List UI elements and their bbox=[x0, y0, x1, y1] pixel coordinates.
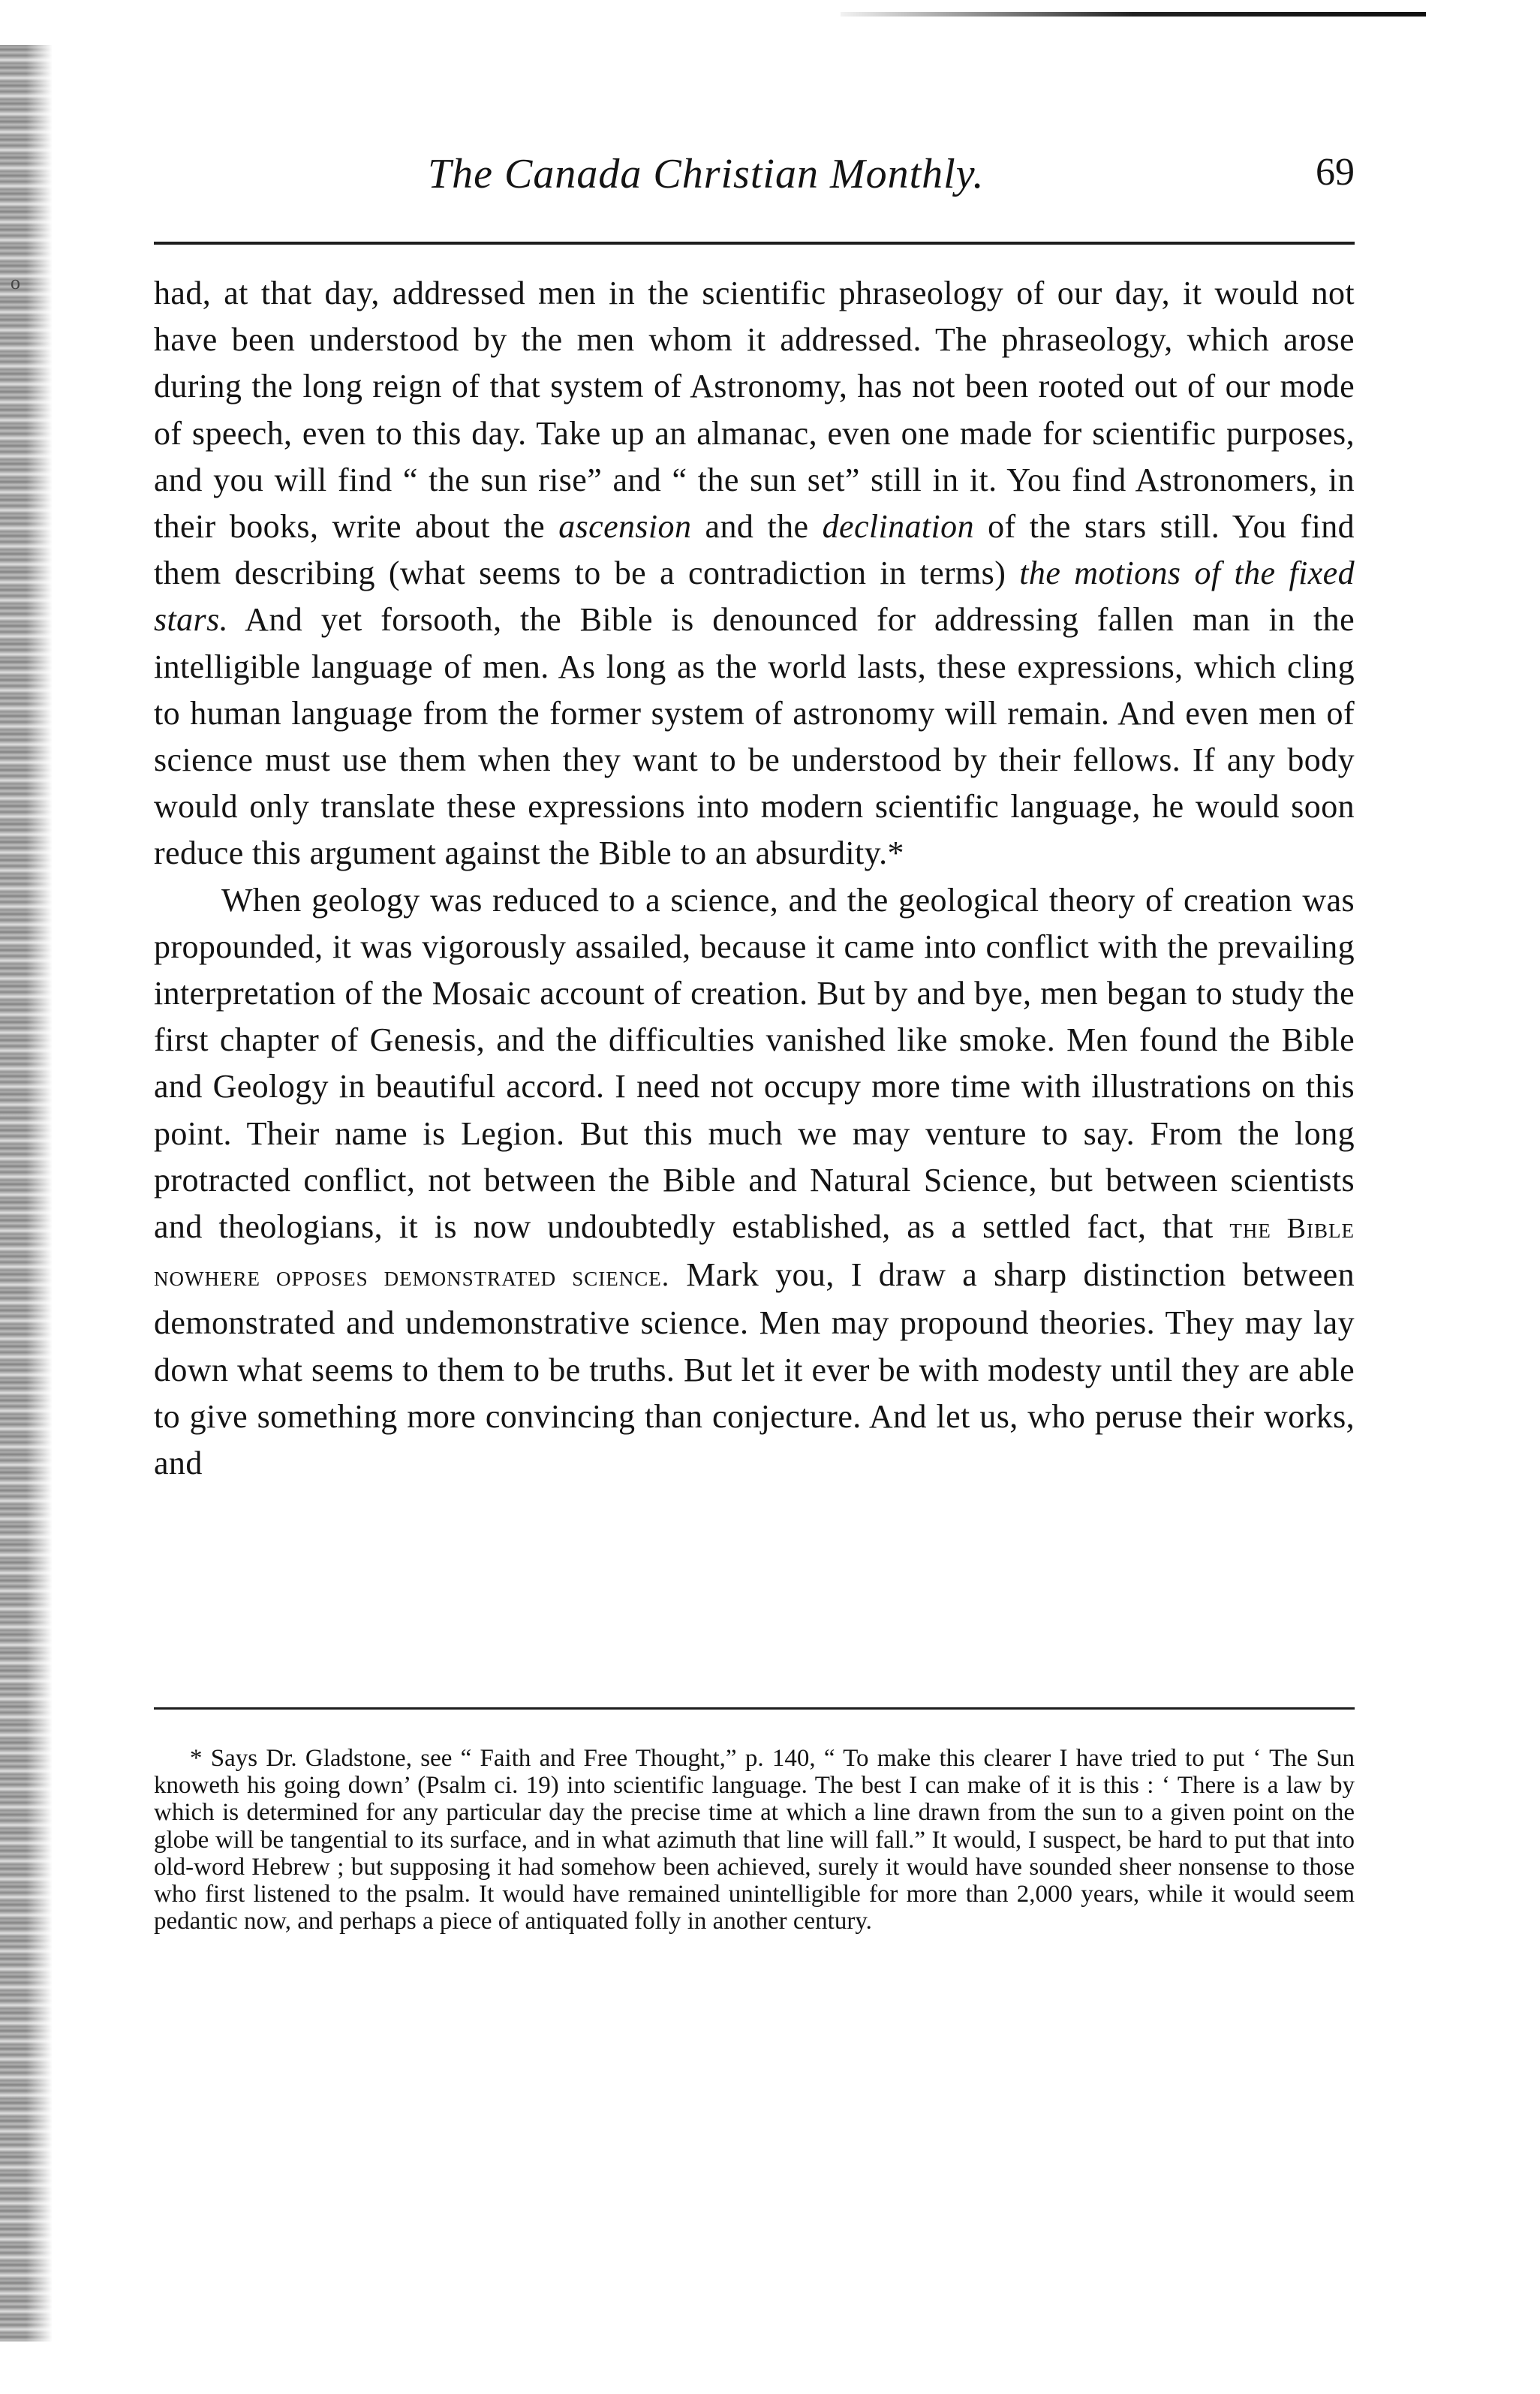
binding-edge bbox=[0, 45, 53, 2341]
header-rule bbox=[154, 242, 1355, 245]
paragraph-2 bbox=[154, 877, 1355, 1487]
running-title: The Canada Christian Monthly. bbox=[428, 151, 985, 197]
p1-text-b: and the bbox=[691, 508, 823, 546]
page-header bbox=[154, 150, 1355, 218]
margin-mark: o bbox=[11, 272, 20, 293]
p2-text-b: Mark you, I draw a sharp distinction between demonstrated and undemonstrative science. Men may propound theories. They may lay down what seems to them to be truths. But let it ever be with modesty until they are able to give something more convincing than conjecture. And let us, who peruse their works, and bbox=[154, 1256, 1355, 1482]
p1-text-a: had, at that day, addressed men in the scientific phraseology of our day, it would not have been understood by the men whom it addressed. The phraseology, which arose during the long reign of that system of Astronomy, has not been rooted out of our mode of speech, even to this day. Take up an almanac, even one made for scientific purposes, and you will find “ the sun rise” and “ the sun set” still in it. You find Astronomers, in their books, write about the bbox=[154, 275, 1355, 546]
footnote: * Says Dr. Gladstone, see “ Faith and Free Thought,” p. 140, “ To make this clearer I have tried to put ‘ The Sun knoweth his going down’ (Psalm ci. 19) into scientific language. The best I can make of it is this : ‘ There is a law by which is determined for any particular day the precise time at which a line drawn from the sun to a given point on the globe will be tangential to its surface, and in what azimuth that line will fall.” It would, I suspect, be hard to put that into old-word Hebrew ; but supposing it had somehow been achieved, surely it would have sounded sheer nonsense to those who first listened to the psalm. It would have remained unintelligible for more than 2,000 years, while it would seem pedantic now, and perhaps a piece of antiquated folly in another century. bbox=[154, 1745, 1355, 1935]
paragraph-1 bbox=[154, 270, 1355, 877]
p1-text-c: of the stars still. You find them describing (what seems to be a contradiction in terms) bbox=[154, 508, 1355, 592]
declination-term: declination bbox=[822, 508, 974, 546]
article-body bbox=[154, 270, 1355, 1487]
p2-text-a: When geology was reduced to a science, and the geological theory of creation was propounded, it was vigorously assailed, because it came into conflict with the prevailing interpretation of the Mosaic account of creation. But by and bye, men began to study the first chapter of Genesis, and the difficulties vanished like smoke. Men found the Bible and Geology in beautiful accord. I need not occupy more time with illustrations on this point. Their name is Legion. But this much we may venture to say. From the long protracted conflict, not between the Bible and Natural Science, but between scientists and theologians, it is now undoubtedly established, as a settled fact, that bbox=[154, 881, 1355, 1246]
ascension-term: ascension bbox=[558, 508, 692, 546]
motions-phrase: the motions of the fixed stars. bbox=[154, 555, 1355, 639]
scan-artifact-top bbox=[841, 12, 1426, 17]
p1-text-d: And yet forsooth, the Bible is denounced for addressing fallen man in the intelligible language of men. As long as the world lasts, these expressions, which cling to human language from the former system of astronomy will remain. And even men of science must use them when they want to be understood by their fellows. If any body would only translate these expressions into modern scientific language, he would soon reduce this argument against the Bible to an absurdity.* bbox=[154, 601, 1355, 872]
emphasis-smallcaps: the Bible nowhere opposes demonstrated science. bbox=[154, 1213, 1355, 1293]
footnote-rule bbox=[154, 1707, 1355, 1710]
page-number: 69 bbox=[1316, 151, 1355, 194]
